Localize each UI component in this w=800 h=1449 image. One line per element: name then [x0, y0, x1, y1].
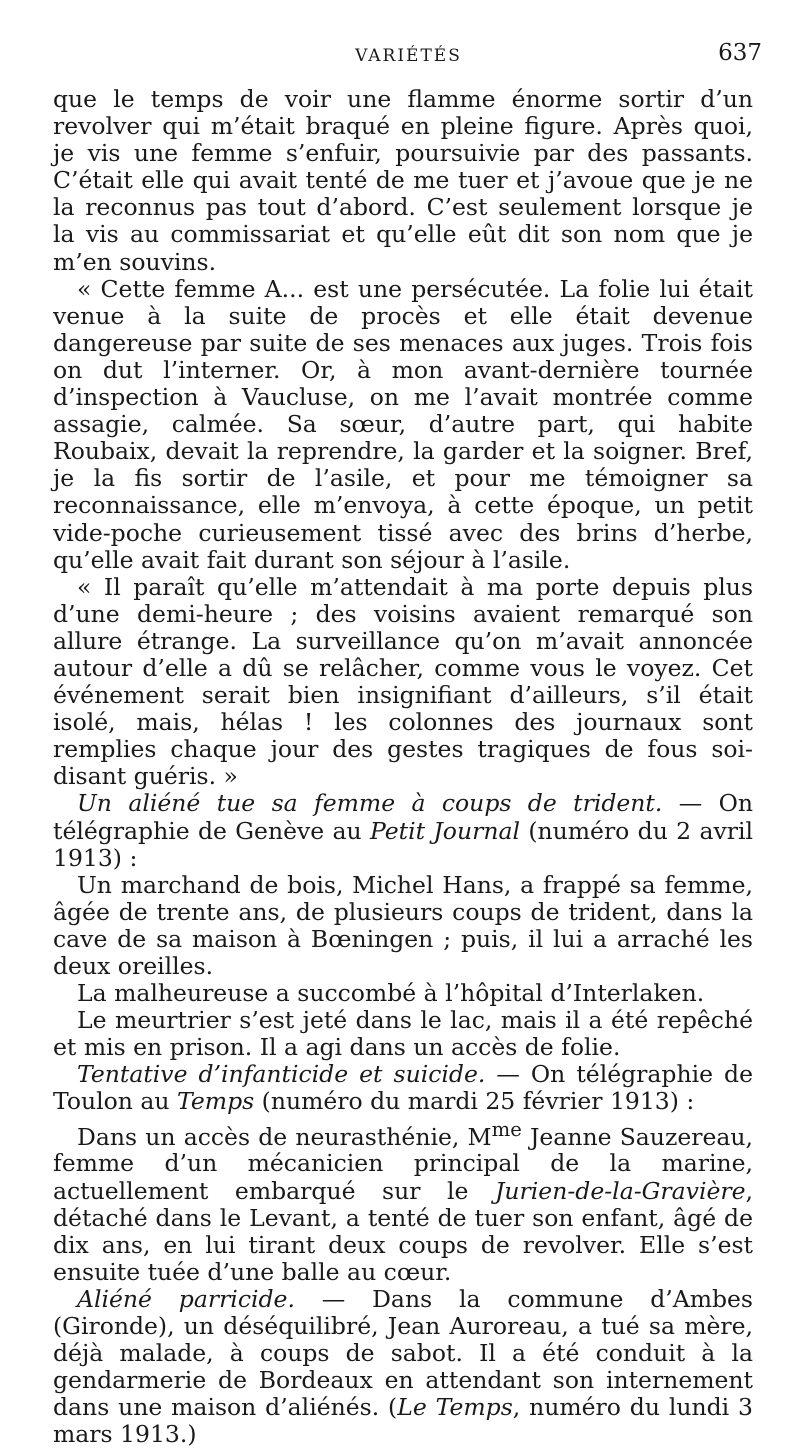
news-item-title: Un aliéné tue sa femme à coups de trident.: [77, 789, 663, 818]
page-number: 637: [718, 40, 762, 66]
paragraph: La malheureuse a succombé à l’hôpital d’Interlaken.: [77, 979, 705, 1008]
news-item-heading: [53, 790, 753, 871]
news-item-text: — On télégraphie de Toulon au: [53, 1060, 753, 1116]
paragraph-text: Dans un accès de neurasthénie, M: [77, 1122, 492, 1151]
paragraph: [53, 1116, 753, 1286]
paragraph: Un marchand de bois, Michel Hans, a frappé sa femme, âgée de trente ans, de plusieurs coups de trident, dans la cave de sa maison à Bœningen ; puis, il lui a arraché les deux oreilles.: [53, 870, 753, 980]
body-text: [53, 86, 753, 1449]
paragraph-text: , détaché dans le Levant, a tenté de tuer son enfant, âgé de dix ans, en lui tirant deux coups de revolver. Elle s’est ensuite tuée d’une balle au cœur.: [53, 1176, 753, 1286]
news-item-heading: [53, 1286, 753, 1449]
news-item-text: (numéro du 2 avril 1913) :: [53, 816, 753, 872]
paragraph: Le meurtrier s’est jeté dans le lac, mais il a été repêché et mis en prison. Il a agi dans un accès de folie.: [53, 1006, 753, 1062]
source-name: Le Temps: [397, 1393, 513, 1422]
news-item-text: — On télégraphie de Genève au: [53, 789, 753, 845]
paragraph: « Il paraît qu’elle m’attendait à ma porte depuis plus d’une demi-heure ; des voisins avaient remarqué son allure étrange. La surveillance qu’on m’avait annoncée autour d’elle a dû se relâcher, comme vous le voyez. Cet événement serait bien insignifiant d’ailleurs, s’il était isolé, mais, hélas ! les colonnes des journaux sont remplies chaque jour des gestes tragiques de fous soi-disant guéris. »: [53, 572, 753, 791]
news-item-text: (numéro du mardi 25 février 1913) :: [254, 1087, 695, 1116]
news-item-title: Tentative d’infanticide et suicide.: [77, 1060, 486, 1089]
paragraph: que le temps de voir une flamme énorme sortir d’un revolver qui m’était braqué en pleine figure. Après quoi, je vis une femme s’enfuir, poursuivie par des passants. C’était elle qui avait tenté de me tuer et j’avoue que je ne la reconnus pas tout d’abord. C’est seulement lorsque je la vis au commissariat et qu’elle eût dit son nom que je m’en souvins.: [53, 85, 753, 276]
page-header: [55, 40, 762, 80]
news-item-title: Aliéné parricide.: [77, 1284, 295, 1313]
source-name: Petit Journal: [369, 816, 520, 845]
paragraph-text: Jeanne Sauzereau, femme d’un mécanicien principal de la marine, actuellement embarqué sur le: [53, 1122, 753, 1205]
paragraph: « Cette femme A... est une persécutée. La folie lui était venue à la suite de procès et elle était devenue dangereuse par suite de ses menaces aux juges. Trois fois on dut l’interner. Or, à mon avant-dernière tournée d’inspection à Vaucluse, on me l’avait montrée comme assagie, calmée. Sa sœur, d’autre part, qui habite Roubaix, devait la reprendre, la garder et la soigner. Bref, je la fis sortir de l’asile, et pour me témoigner sa reconnaissance, elle m’envoya, à cette époque, un petit vide-poche curieusement tissé avec des brins d’herbe, qu’elle avait fait durant son séjour à l’asile.: [53, 274, 753, 574]
news-item-heading: [53, 1061, 753, 1115]
ship-name: Jurien-de-la-Gravière: [495, 1176, 746, 1205]
superscript-abbreviation: me: [491, 1117, 522, 1141]
news-item-text: — Dans la commune d’Ambes (Gironde), un déséquilibré, Jean Auroreau, a tué sa mère, déjà malade, à coups de sabot. Il a été conduit à la gendarmerie de Bordeaux en attendant son internement dans une maison d’aliénés. (: [53, 1284, 753, 1422]
running-title: VARIÉTÉS: [355, 46, 462, 66]
news-item-text: , numéro du lundi 3 mars 1913.): [53, 1393, 753, 1449]
source-name: Temps: [177, 1087, 255, 1116]
